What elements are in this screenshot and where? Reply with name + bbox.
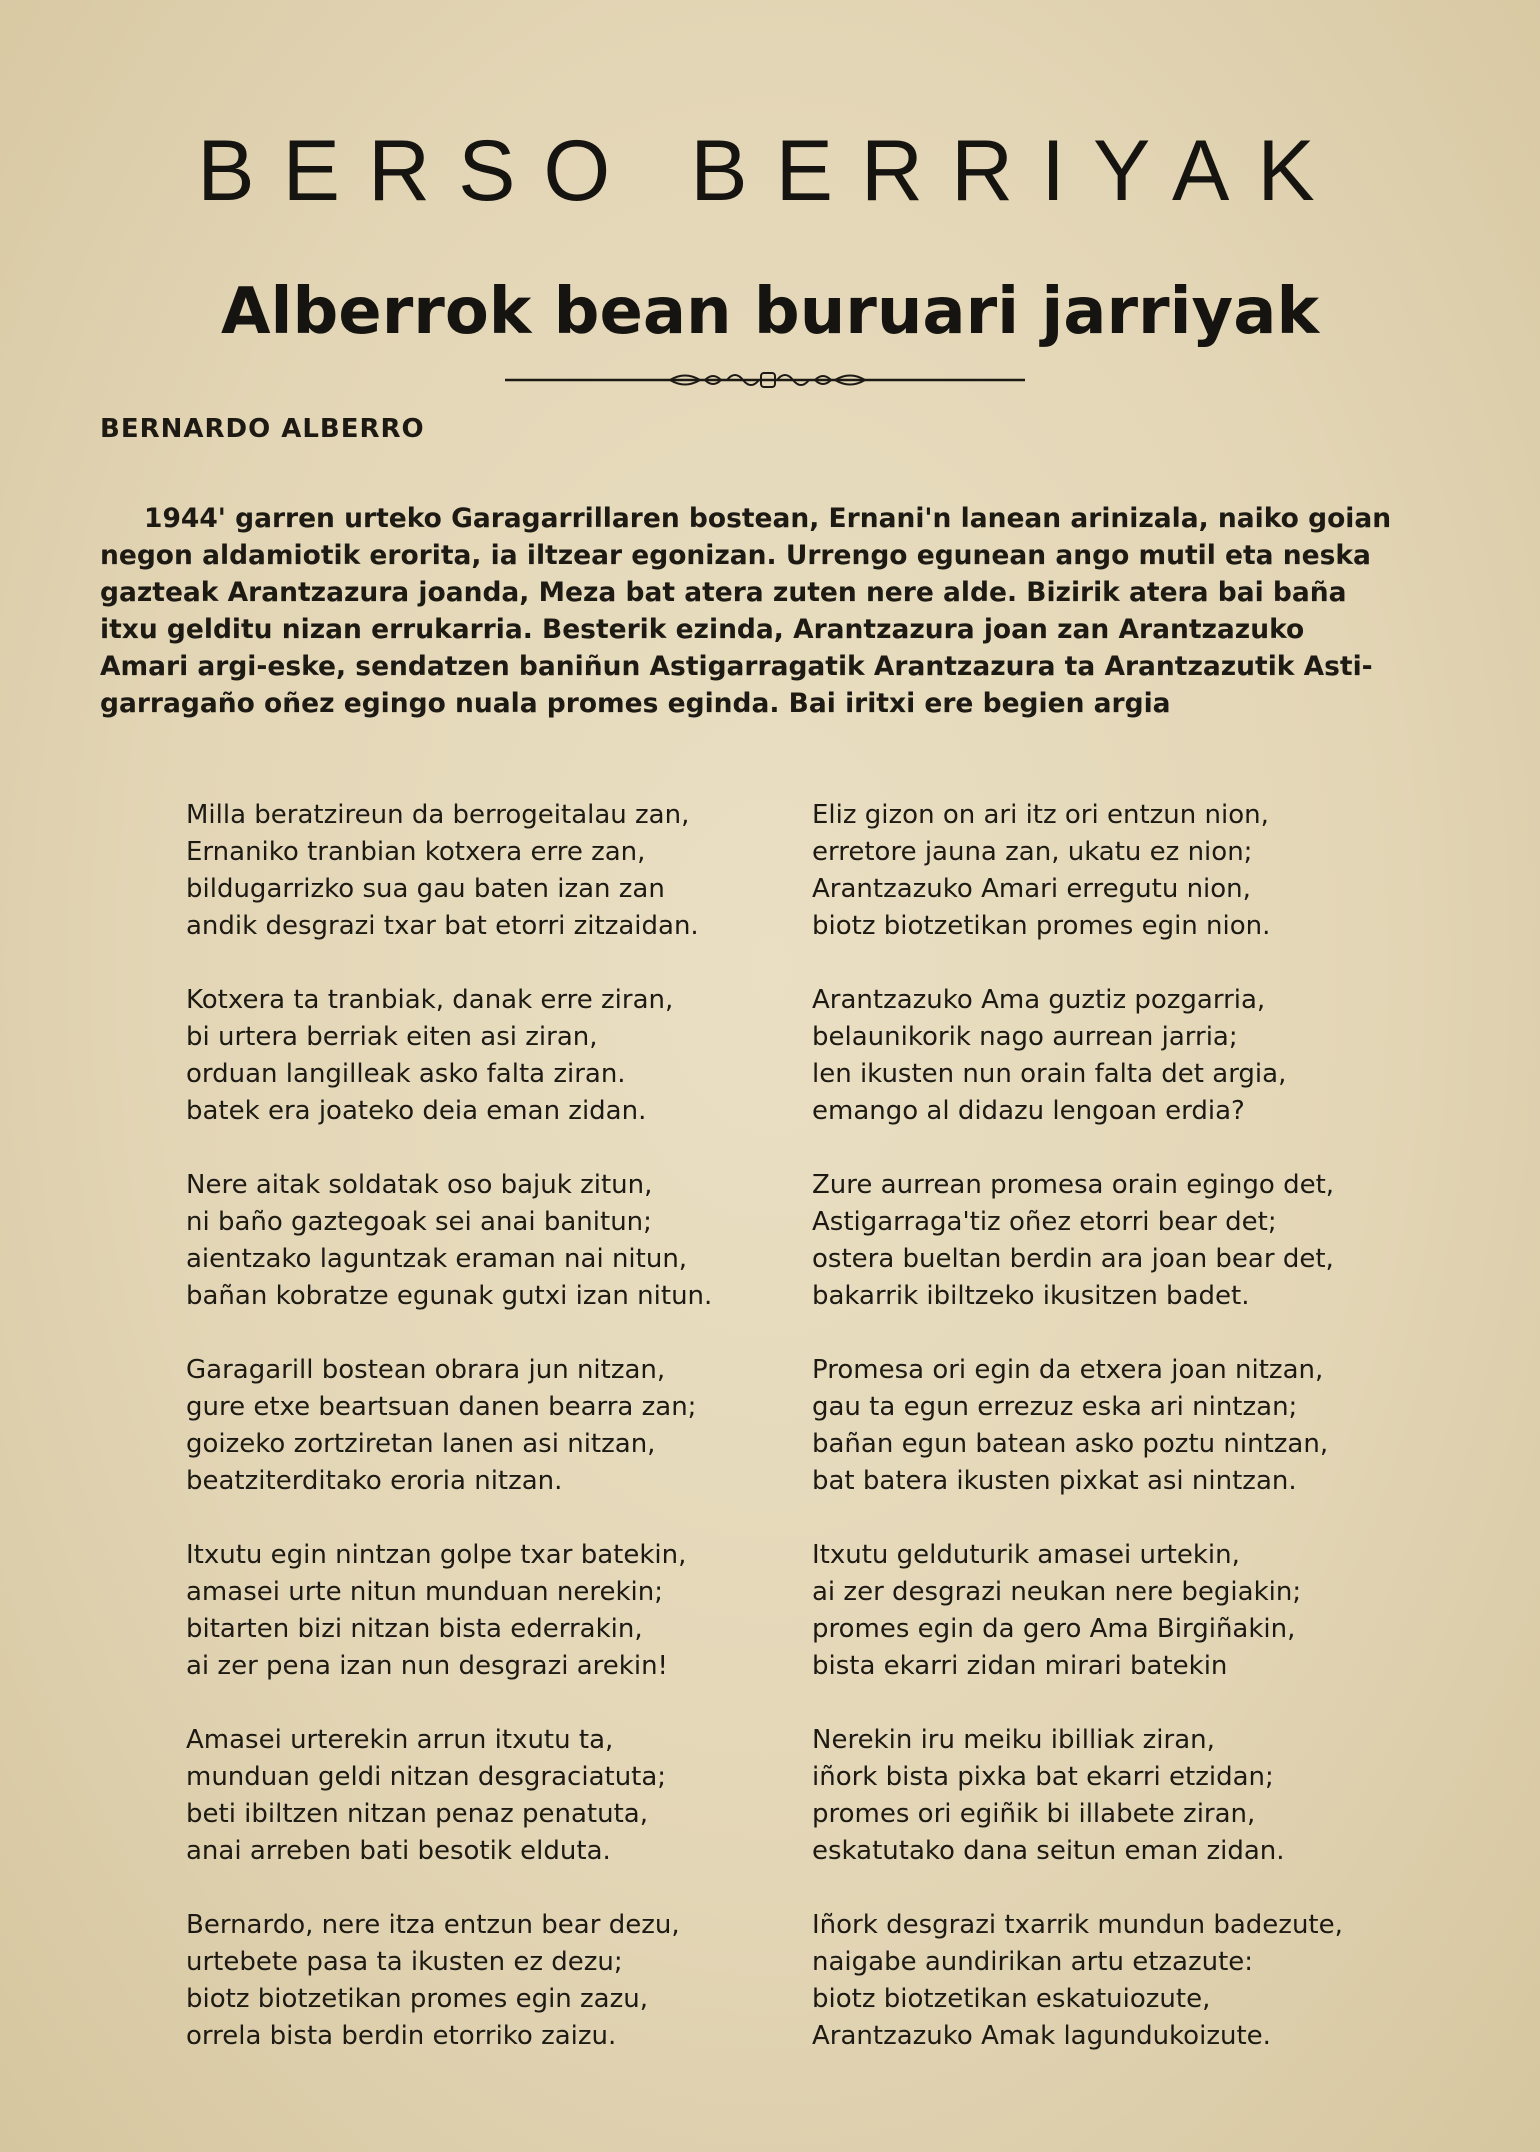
intro-line: gazteak Arantzazura joanda, Meza bat atera zuten nere alde. Bizirik atera bai baña bbox=[100, 577, 1347, 608]
verse-line: bañan kobratze egunak gutxi izan nitun. bbox=[186, 1281, 713, 1311]
verse-line: munduan geldi nitzan desgraciatuta; bbox=[186, 1762, 667, 1792]
stanza bbox=[186, 1352, 806, 1500]
verse-line: goizeko zortziretan lanen asi nitzan, bbox=[186, 1429, 656, 1459]
stanza bbox=[812, 1352, 1432, 1500]
verse-line: biotz biotzetikan promes egin zazu, bbox=[186, 1984, 649, 2014]
verse-line: Astigarraga'tiz oñez etorri bear det; bbox=[812, 1207, 1277, 1237]
stanza bbox=[812, 1722, 1432, 1870]
verse-line: ni baño gaztegoak sei anai banitun; bbox=[186, 1207, 652, 1237]
stanza bbox=[186, 797, 806, 945]
verse-line: Milla beratzireun da berrogeitalau zan, bbox=[186, 800, 690, 830]
verse-line: Arantzazuko Ama guztiz pozgarria, bbox=[812, 985, 1266, 1015]
verse-line: bi urtera berriak eiten asi ziran, bbox=[186, 1022, 598, 1052]
verses-right-column bbox=[812, 797, 1432, 2092]
verse-line: gau ta egun errezuz eska ari nintzan; bbox=[812, 1392, 1298, 1422]
verse-line: andik desgrazi txar bat etorri zitzaidan. bbox=[186, 911, 699, 941]
verse-line: Kotxera ta tranbiak, danak erre ziran, bbox=[186, 985, 674, 1015]
verse-line: biotz biotzetikan promes egin nion. bbox=[812, 911, 1271, 941]
verse-line: Amasei urterekin arrun itxutu ta, bbox=[186, 1725, 614, 1755]
verse-line: orrela bista berdin etorriko zaizu. bbox=[186, 2021, 617, 2051]
verse-line: Iñork desgrazi txarrik mundun badezute, bbox=[812, 1910, 1343, 1940]
verse-line: bañan egun batean asko poztu nintzan, bbox=[812, 1429, 1329, 1459]
verse-line: anai arreben bati besotik elduta. bbox=[186, 1836, 611, 1866]
verse-line: Zure aurrean promesa orain egingo det, bbox=[812, 1170, 1335, 1200]
ornamental-divider bbox=[505, 365, 1025, 395]
verse-line: aientzako laguntzak eraman nai nitun, bbox=[186, 1244, 688, 1274]
verse-line: amasei urte nitun munduan nerekin; bbox=[186, 1577, 664, 1607]
verse-line: eskatutako dana seitun eman zidan. bbox=[812, 1836, 1285, 1866]
page-subtitle: Alberrok bean buruari jarriyak bbox=[221, 275, 1319, 349]
verse-line: len ikusten nun orain falta det argia, bbox=[812, 1059, 1287, 1089]
verse-line: naigabe aundirikan artu etzazute: bbox=[812, 1947, 1254, 1977]
stanza bbox=[812, 797, 1432, 945]
verse-line: belaunikorik nago aurrean jarria; bbox=[812, 1022, 1238, 1052]
verse-line: promes egin da gero Ama Birgiñakin, bbox=[812, 1614, 1296, 1644]
stanza bbox=[186, 1537, 806, 1685]
verse-line: biotz biotzetikan eskatuiozute, bbox=[812, 1984, 1211, 2014]
verse-line: bista ekarri zidan mirari batekin bbox=[812, 1651, 1228, 1681]
verse-line: promes ori egiñik bi illabete ziran, bbox=[812, 1799, 1256, 1829]
verse-line: bakarrik ibiltzeko ikusitzen badet. bbox=[812, 1281, 1250, 1311]
verse-line: bitarten bizi nitzan bista ederrakin, bbox=[186, 1614, 643, 1644]
verse-line: emango al didazu lengoan erdia? bbox=[812, 1096, 1245, 1126]
intro-line: garragaño oñez egingo nuala promes eginda. Bai iritxi ere begien argia bbox=[100, 688, 1171, 719]
intro-line: itxu gelditu nizan errukarria. Besterik ezinda, Arantzazura joan zan Arantzazuko bbox=[100, 614, 1305, 645]
verse-line: ai zer pena izan nun desgrazi arekin! bbox=[186, 1651, 668, 1681]
intro-line: 1944' garren urteko Garagarrillaren bostean, Ernani'n lanean arinizala, naiko goian bbox=[144, 503, 1392, 534]
stanza bbox=[812, 1537, 1432, 1685]
verse-line: Arantzazuko Amak lagundukoizute. bbox=[812, 2021, 1271, 2051]
intro-paragraph bbox=[100, 500, 1405, 722]
verse-line: Eliz gizon on ari itz ori entzun nion, bbox=[812, 800, 1269, 830]
verse-line: bildugarrizko sua gau baten izan zan bbox=[186, 874, 665, 904]
stanza bbox=[812, 1907, 1432, 2055]
stanza bbox=[812, 1167, 1432, 1315]
verse-line: batek era joateko deia eman zidan. bbox=[186, 1096, 647, 1126]
verse-line: iñork bista pixka bat ekarri etzidan; bbox=[812, 1762, 1274, 1792]
intro-line: Amari argi-eske, sendatzen baniñun Astigarragatik Arantzazura ta Arantzazutik Asti- bbox=[100, 651, 1373, 682]
verse-line: Nerekin iru meiku ibilliak ziran, bbox=[812, 1725, 1215, 1755]
verse-line: Bernardo, nere itza entzun bear dezu, bbox=[186, 1910, 680, 1940]
verse-line: Itxutu gelduturik amasei urtekin, bbox=[812, 1540, 1240, 1570]
stanza bbox=[186, 1907, 806, 2055]
verse-line: orduan langilleak asko falta ziran. bbox=[186, 1059, 626, 1089]
verse-line: urtebete pasa ta ikusten ez dezu; bbox=[186, 1947, 623, 1977]
verse-line: ai zer desgrazi neukan nere begiakin; bbox=[812, 1577, 1302, 1607]
verse-line: bat batera ikusten pixkat asi nintzan. bbox=[812, 1466, 1297, 1496]
verse-line: beatziterditako eroria nitzan. bbox=[186, 1466, 563, 1496]
stanza bbox=[186, 982, 806, 1130]
stanza bbox=[812, 982, 1432, 1130]
verse-line: Garagarill bostean obrara jun nitzan, bbox=[186, 1355, 666, 1385]
stanza bbox=[186, 1167, 806, 1315]
page-title: BERSO BERRIYAK bbox=[197, 123, 1343, 219]
author-name: BERNARDO ALBERRO bbox=[100, 414, 425, 444]
verse-line: Arantzazuko Amari erregutu nion, bbox=[812, 874, 1251, 904]
verse-line: erretore jauna zan, ukatu ez nion; bbox=[812, 837, 1253, 867]
verses-left-column bbox=[186, 797, 806, 2092]
stanza bbox=[186, 1722, 806, 1870]
verse-line: Ernaniko tranbian kotxera erre zan, bbox=[186, 837, 646, 867]
verse-line: ostera bueltan berdin ara joan bear det, bbox=[812, 1244, 1334, 1274]
verse-line: gure etxe beartsuan danen bearra zan; bbox=[186, 1392, 697, 1422]
verse-line: beti ibiltzen nitzan penaz penatuta, bbox=[186, 1799, 648, 1829]
verse-line: Nere aitak soldatak oso bajuk zitun, bbox=[186, 1170, 653, 1200]
intro-line: negon aldamiotik erorita, ia iltzear egonizan. Urrengo egunean ango mutil eta neska bbox=[100, 540, 1371, 571]
verse-line: Itxutu egin nintzan golpe txar batekin, bbox=[186, 1540, 687, 1570]
verse-line: Promesa ori egin da etxera joan nitzan, bbox=[812, 1355, 1324, 1385]
